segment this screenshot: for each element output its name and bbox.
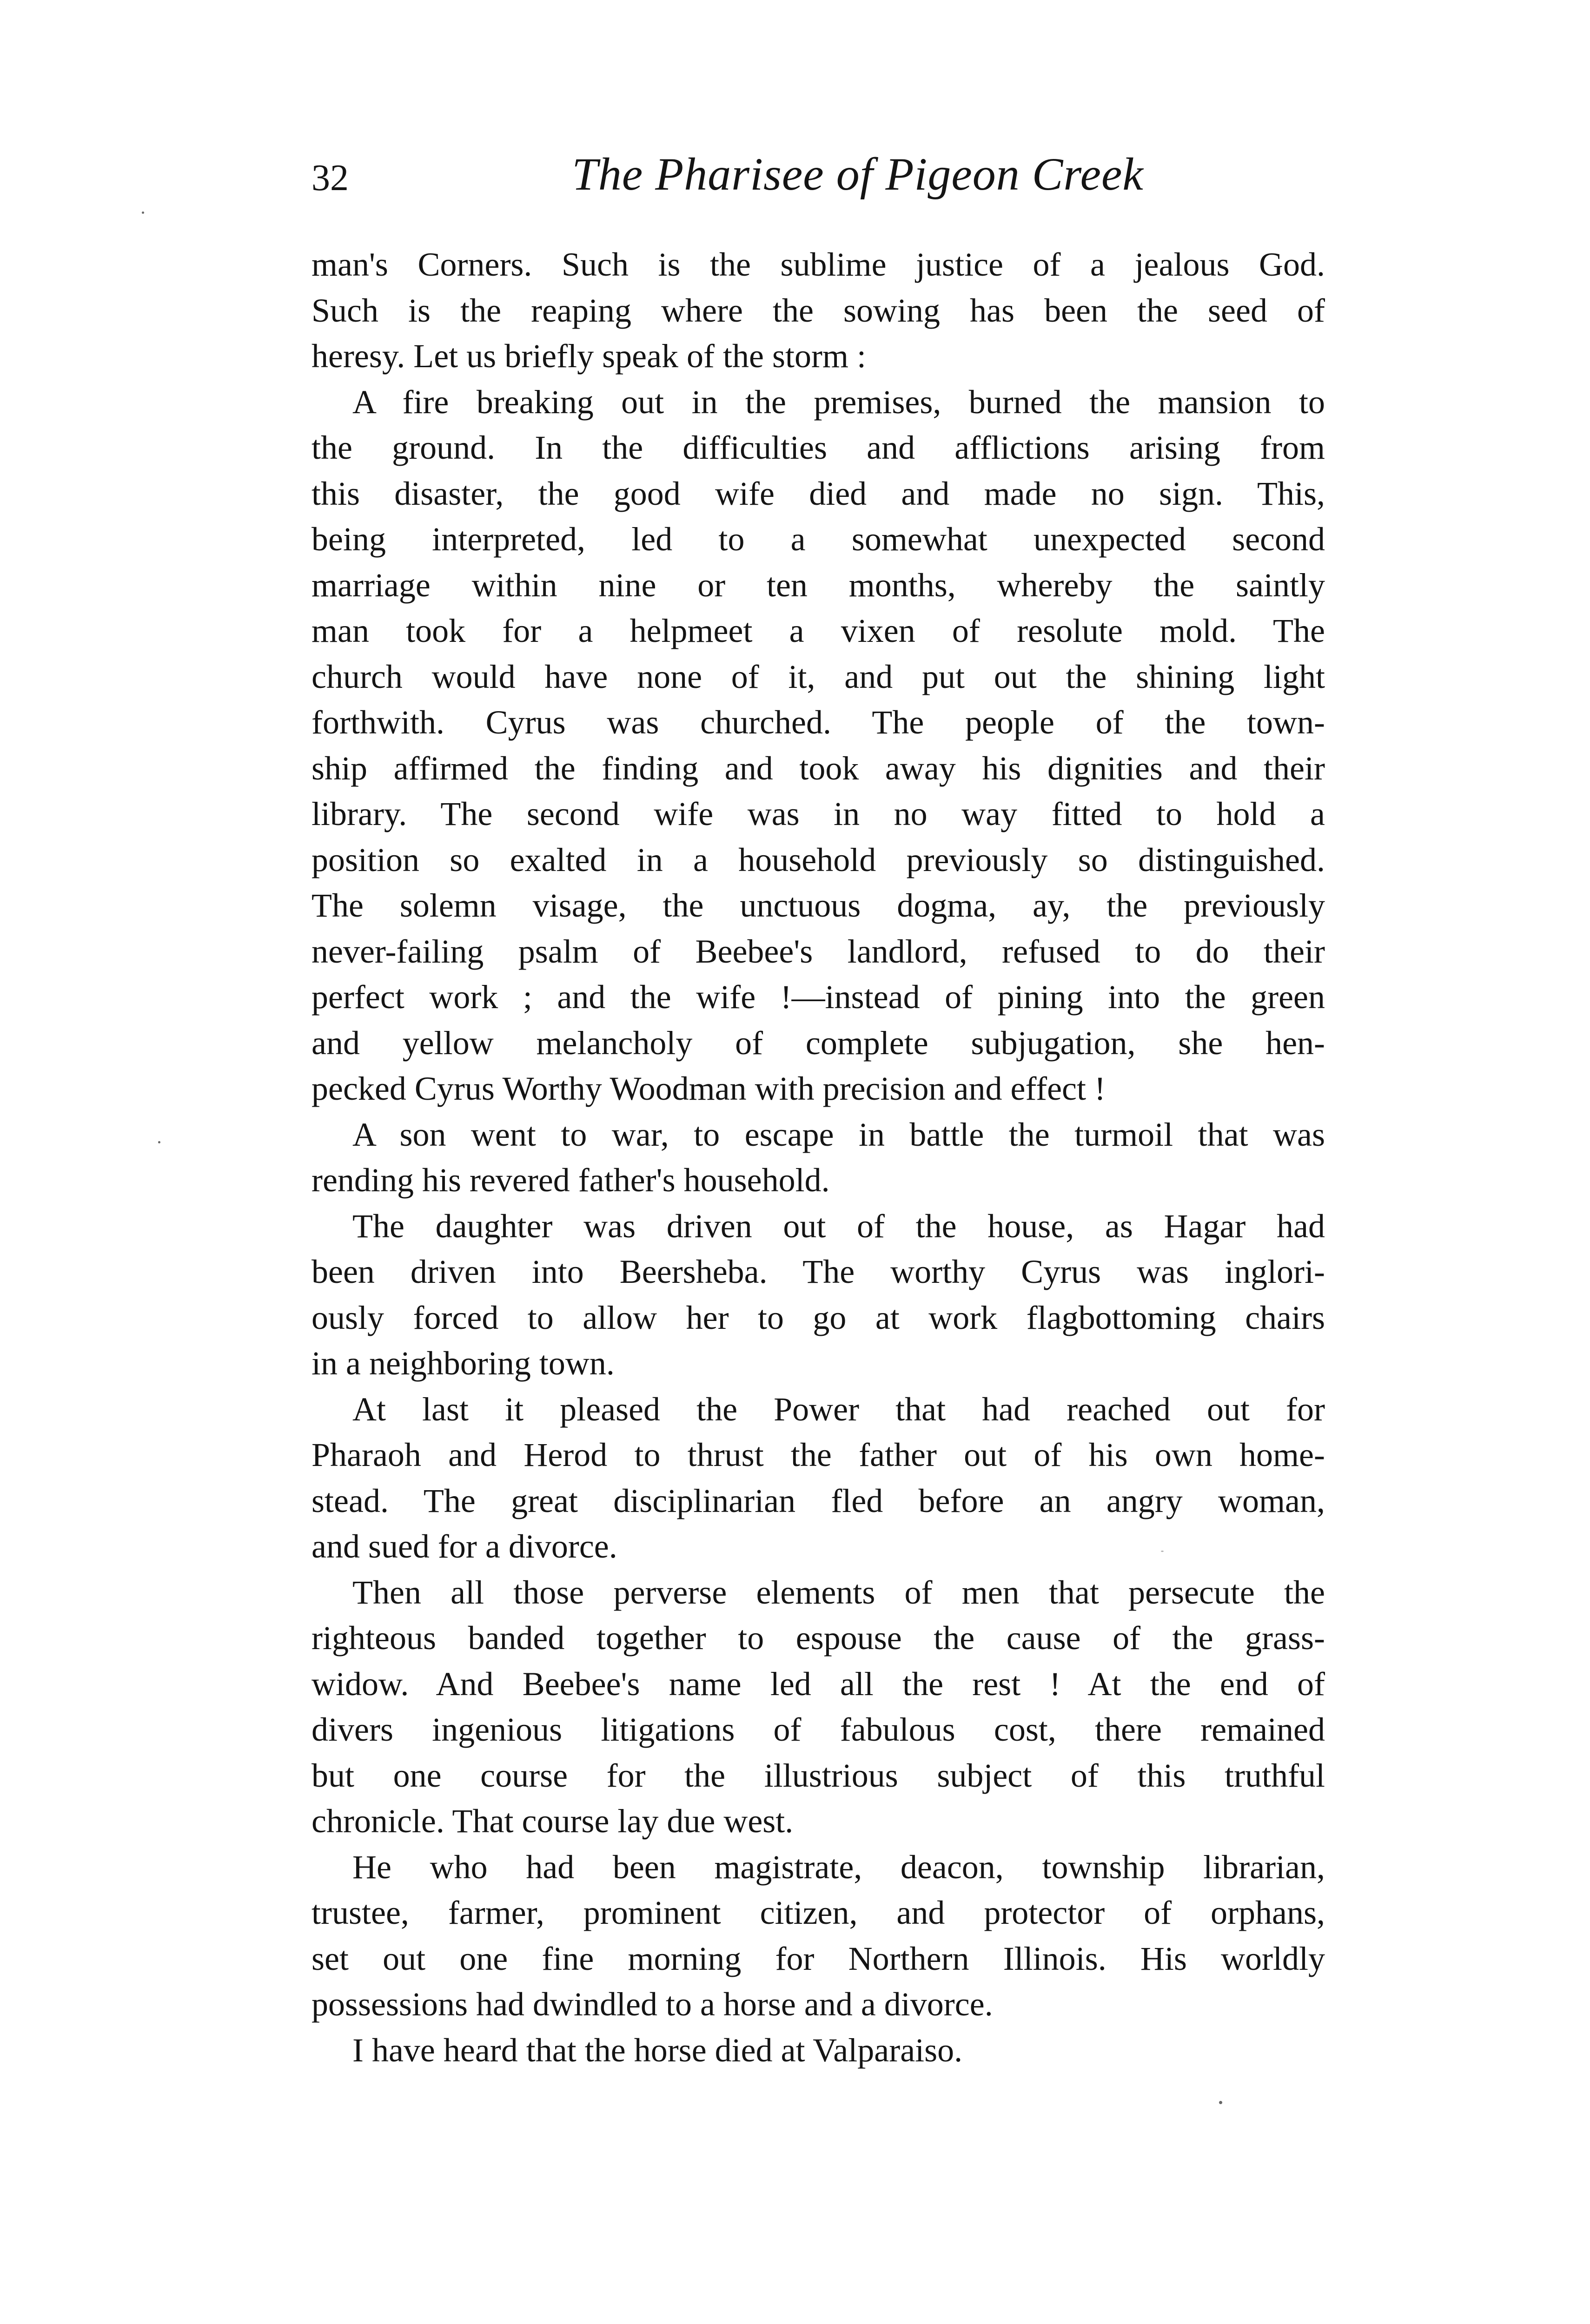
text-line: I have heard that the horse died at Valparaiso.	[352, 2031, 963, 2069]
text-line: trustee, farmer, prominent citizen, and protector of orphans,	[311, 1894, 1325, 1931]
text-line: but one course for the illustrious subject of this truthful	[311, 1756, 1325, 1794]
text-line: man took for a helpmeet a vixen of resolute mold. The	[311, 612, 1325, 649]
text-line: rending his revered father's household.	[311, 1162, 830, 1199]
page-number: 32	[311, 158, 349, 198]
text-line: ously forced to allow her to go at work flagbottoming chairs	[311, 1299, 1325, 1336]
page-speck	[1161, 1551, 1164, 1552]
text-line: Pharaoh and Herod to thrust the father out of his own home-	[311, 1436, 1325, 1473]
text-line: A fire breaking out in the premises, burned the mansion to	[352, 383, 1325, 421]
text-line: position so exalted in a household previously so distinguished.	[311, 841, 1325, 878]
text-line: ship affirmed the finding and took away his dignities and their	[311, 749, 1325, 787]
text-line: possessions had dwindled to a horse and a divorce.	[311, 1986, 993, 2023]
page-speck	[158, 1141, 160, 1143]
text-line: The daughter was driven out of the house, as Hagar had	[352, 1207, 1325, 1245]
text-line: marriage within nine or ten months, whereby the saintly	[311, 566, 1325, 604]
text-line: The solemn visage, the unctuous dogma, ay, the previously	[311, 887, 1325, 924]
text-line: righteous banded together to espouse the cause of the grass-	[311, 1619, 1325, 1657]
text-line: this disaster, the good wife died and made no sign. This,	[311, 475, 1325, 512]
running-title: The Pharisee of Pigeon Creek	[572, 148, 1144, 200]
text-line: Such is the reaping where the sowing has been the seed of	[311, 291, 1325, 329]
page-speck	[142, 211, 144, 214]
running-head	[311, 146, 1330, 207]
text-line: A son went to war, to escape in battle the turmoil that was	[352, 1116, 1325, 1153]
text-line: man's Corners. Such is the sublime justice of a jealous God.	[311, 246, 1325, 283]
text-line: Then all those perverse elements of men that persecute the	[352, 1573, 1325, 1611]
text-line: stead. The great disciplinarian fled before an angry woman,	[311, 1482, 1325, 1519]
text-line: perfect work ; and the wife !—instead of pining into the green	[311, 978, 1325, 1016]
text-line: and yellow melancholy of complete subjugation, she hen-	[311, 1024, 1325, 1062]
body-text	[311, 242, 1325, 2073]
text-line: library. The second wife was in no way fitted to hold a	[311, 795, 1325, 832]
text-line: At last it pleased the Power that had reached out for	[352, 1390, 1325, 1428]
text-line: heresy. Let us briefly speak of the storm :	[311, 337, 866, 375]
text-line: widow. And Beebee's name led all the rest ! At the end of	[311, 1665, 1325, 1703]
page-speck	[1219, 2101, 1222, 2104]
text-line: forthwith. Cyrus was churched. The people of the town-	[311, 704, 1325, 741]
text-line: divers ingenious litigations of fabulous cost, there remained	[311, 1711, 1325, 1748]
text-line: and sued for a divorce.	[311, 1528, 617, 1565]
text-line: set out one fine morning for Northern Illinois. His worldly	[311, 1940, 1325, 1977]
text-line: never-failing psalm of Beebee's landlord, refused to do their	[311, 932, 1325, 970]
text-line: the ground. In the difficulties and afflictions arising from	[311, 429, 1325, 466]
text-line: been driven into Beersheba. The worthy Cyrus was inglori-	[311, 1253, 1325, 1290]
text-line: church would have none of it, and put out the shining light	[311, 658, 1325, 695]
text-line: chronicle. That course lay due west.	[311, 1802, 794, 1840]
text-line: pecked Cyrus Worthy Woodman with precision and effect !	[311, 1070, 1106, 1107]
text-line: He who had been magistrate, deacon, township librarian,	[352, 1848, 1325, 1886]
text-line: in a neighboring town.	[311, 1345, 615, 1382]
text-line: being interpreted, led to a somewhat unexpected second	[311, 521, 1325, 558]
